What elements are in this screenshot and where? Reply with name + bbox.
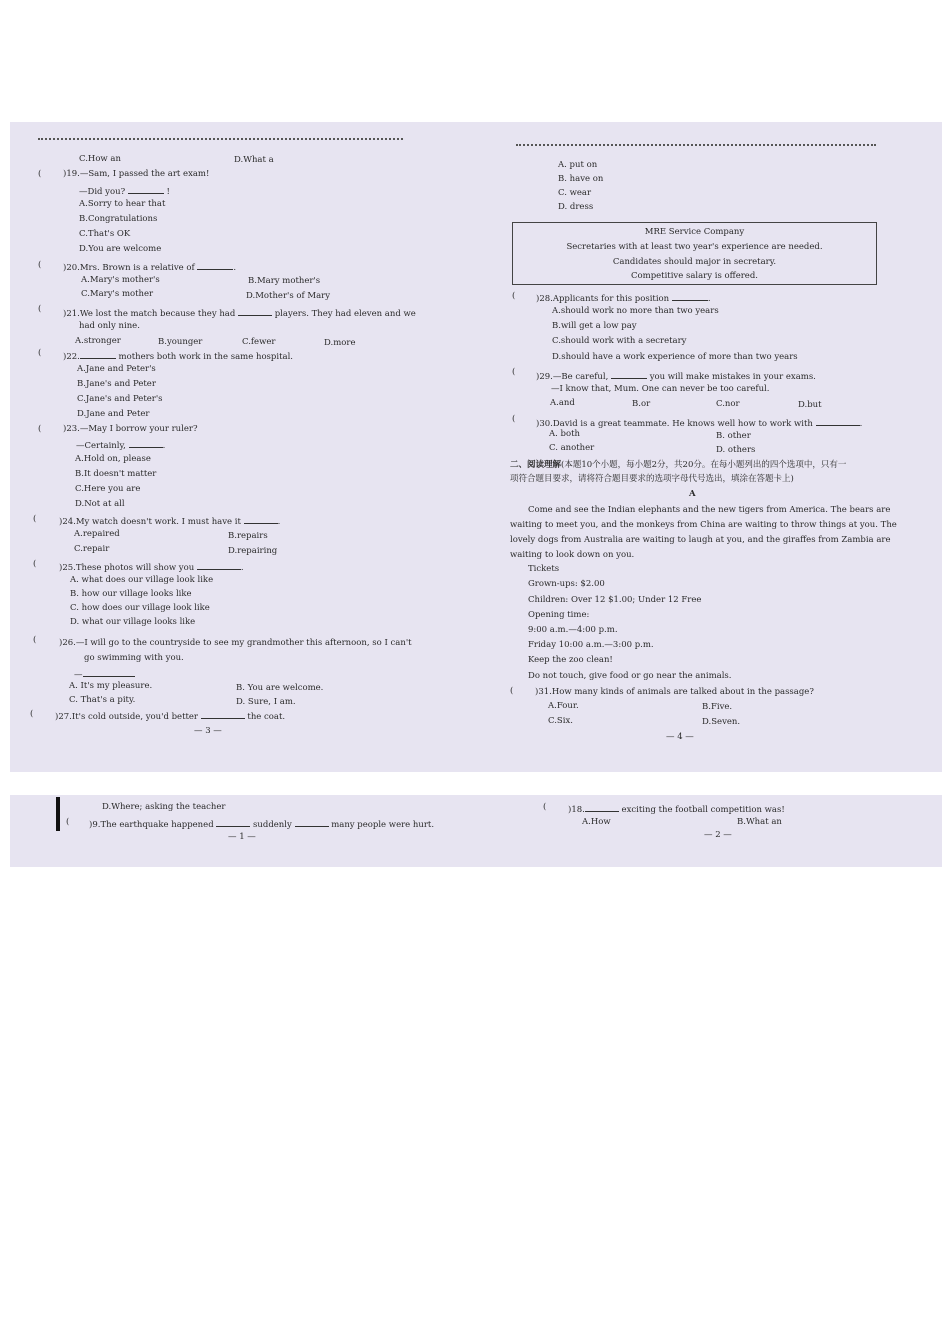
option-a: A.Jane and Peter's (77, 364, 156, 374)
option-d: D.Not at all (75, 499, 125, 509)
question-29-line2: —I know that, Mum. One can never be too careful. (551, 384, 770, 394)
option-c: C. another (549, 443, 595, 453)
ad-line: Secretaries with at least two year's experience are needed. (566, 242, 823, 252)
option-b: B. You are welcome. (236, 683, 324, 693)
answer-paren: ( (512, 291, 516, 301)
answer-paren: ( (33, 514, 37, 524)
option-c: C. wear (558, 188, 592, 198)
option-b: B.younger (158, 337, 203, 347)
info-line: Do not touch, give food or go near the animals. (528, 671, 732, 681)
info-line: Tickets (528, 564, 560, 574)
dotted-header-line (516, 144, 876, 150)
option-d: D.should have a work experience of more than two years (552, 352, 798, 362)
page-number: — 1 — (228, 832, 256, 842)
answer-paren: ( (38, 424, 42, 434)
question-22-stem: )22. mothers both work in the same hospital. (63, 349, 293, 363)
option-c: C.Here you are (75, 484, 141, 494)
ad-title: MRE Service Company (644, 227, 745, 237)
option-c: C. how does our village look like (70, 603, 210, 613)
question-19-stem: )19.—Sam, I passed the art exam! (63, 169, 210, 179)
option-a: A. both (549, 429, 580, 439)
section-instructions: 项符合题目要求，请将符合题目要求的选项字母代号选出，填涂在答题卡上) (510, 474, 794, 484)
page-number: — 3 — (194, 726, 222, 736)
answer-paren: ( (38, 260, 42, 270)
answer-paren: ( (38, 169, 42, 179)
question-23-line2: —Certainly, . (76, 438, 165, 452)
option-d: D.What a (234, 155, 274, 165)
option-d: D.more (324, 338, 356, 348)
option-b: B. have on (558, 174, 604, 184)
option-b: B.will get a low pay (552, 321, 637, 331)
answer-paren: ( (543, 802, 547, 812)
option-d: D.Jane and Peter (77, 409, 150, 419)
info-line: Grown-ups: $2.00 (528, 579, 605, 589)
answer-paren: ( (512, 414, 516, 424)
option-c: C.How an (79, 154, 121, 164)
option-b: B.repairs (228, 531, 268, 541)
info-line: Children: Over 12 $1.00; Under 12 Free (528, 595, 702, 605)
answer-paren: ( (33, 635, 37, 645)
ad-line: Competitive salary is offered. (631, 271, 758, 281)
option-a: A.Sorry to hear that (79, 199, 166, 209)
option-a: A.Four. (548, 701, 579, 711)
answer-paren: ( (33, 559, 37, 569)
question-29-stem: )29.—Be careful, you will make mistakes in your exams. (536, 369, 816, 383)
ad-line: Candidates should major in secretary. (612, 257, 777, 267)
option-a: A.Mary's mother's (81, 275, 160, 285)
page-number: — 4 — (666, 732, 694, 742)
option-a: A. It's my pleasure. (69, 681, 153, 691)
option-b: B. how our village looks like (70, 589, 192, 599)
option-a: A.should work no more than two years (552, 306, 719, 316)
option-a: A.repaired (74, 529, 120, 539)
option-b: B.Jane's and Peter (77, 379, 156, 389)
question-24-stem: )24.My watch doesn't work. I must have it . (59, 514, 280, 528)
option-d: D.Where; asking the teacher (102, 802, 226, 812)
option-c: C.Mary's mother (81, 289, 154, 299)
job-advertisement-box (512, 222, 877, 285)
option-b: B.Mary mother's (248, 276, 321, 286)
passage-label: A (689, 489, 696, 499)
question-30-stem: )30.David is a great teammate. He knows well how to work with . (536, 416, 862, 430)
question-27-stem: )27.It's cold outside, you'd better the coat. (55, 709, 285, 723)
answer-paren: ( (38, 348, 42, 358)
option-b: B.It doesn't matter (75, 469, 157, 479)
option-a: A.stronger (75, 336, 121, 346)
question-18-stem: )18. exciting the football competition was! (568, 802, 785, 816)
option-d: D.repairing (228, 546, 278, 556)
option-a: A.and (550, 398, 575, 408)
info-line: Keep the zoo clean! (528, 655, 613, 665)
option-b: B. other (716, 431, 751, 441)
question-26-stem: )26.—I will go to the countryside to see my grandmother this afternoon, so I can't (59, 638, 412, 648)
question-21-line2: had only nine. (79, 321, 140, 331)
option-a: A.How (582, 817, 611, 827)
option-c: C. That's a pity. (69, 695, 136, 705)
question-23-stem: )23.—May I borrow your ruler? (63, 424, 198, 434)
option-d: D. dress (558, 202, 594, 212)
question-9-stem: )9.The earthquake happened suddenly many people were hurt. (89, 817, 434, 831)
option-d: D.Seven. (702, 717, 741, 727)
passage-line: Come and see the Indian elephants and the new tigers from America. The bears are (528, 505, 891, 515)
question-21-stem: )21.We lost the match because they had players. They had eleven and we (63, 306, 416, 320)
option-c: C.nor (716, 399, 740, 409)
option-d: D.but (798, 400, 822, 410)
option-b: B.Five. (702, 702, 733, 712)
question-19-line2: —Did you? ! (79, 184, 170, 198)
option-d: D.You are welcome (79, 244, 162, 254)
answer-paren: ( (512, 367, 516, 377)
option-a: A. what does our village look like (70, 575, 214, 585)
info-line: Opening time: (528, 610, 590, 620)
option-c: C.That's OK (79, 229, 131, 239)
question-26-line3: — (74, 667, 135, 681)
question-26-line2: go swimming with you. (84, 653, 184, 663)
answer-paren: ( (66, 817, 70, 827)
option-b: B.What an (737, 817, 782, 827)
option-b: B.Congratulations (79, 214, 158, 224)
answer-paren: ( (30, 709, 34, 719)
option-d: D.Mother's of Mary (246, 291, 331, 301)
question-28-stem: )28.Applicants for this position . (536, 291, 711, 305)
option-c: C.Jane's and Peter's (77, 394, 163, 404)
option-d: D. Sure, I am. (236, 697, 296, 707)
answer-paren: ( (510, 686, 514, 696)
option-a: A. put on (558, 160, 598, 170)
question-25-stem: )25.These photos will show you . (59, 560, 244, 574)
passage-line: waiting to look down on you. (510, 550, 635, 560)
option-c: C.should work with a secretary (552, 336, 687, 346)
question-31-stem: )31.How many kinds of animals are talked about in the passage? (535, 687, 814, 697)
info-line: Friday 10:00 a.m.—3:00 p.m. (528, 640, 654, 650)
option-b: B.or (632, 399, 651, 409)
dotted-header-line (38, 138, 403, 144)
option-c: C.Six. (548, 716, 573, 726)
question-20-stem: )20.Mrs. Brown is a relative of . (63, 260, 236, 274)
page-number: — 2 — (704, 830, 732, 840)
section-heading: 二、阅读理解(本题10个小题，每小题2分，共20分。在每小题列出的四个选项中，只有一 (510, 460, 847, 470)
option-d: D. what our village looks like (70, 617, 196, 627)
option-c: C.fewer (242, 337, 276, 347)
answer-paren: ( (38, 304, 42, 314)
passage-line: waiting to meet you, and the monkeys from China are waiting to throw things at you. The (510, 520, 897, 530)
passage-line: lovely dogs from Australia are waiting to laugh at you, and the giraffes from Zambia are (510, 535, 891, 545)
margin-bar (56, 797, 60, 831)
option-d: D. others (716, 445, 756, 455)
info-line: 9:00 a.m.—4:00 p.m. (528, 625, 618, 635)
option-c: C.repair (74, 544, 110, 554)
option-a: A.Hold on, please (75, 454, 151, 464)
